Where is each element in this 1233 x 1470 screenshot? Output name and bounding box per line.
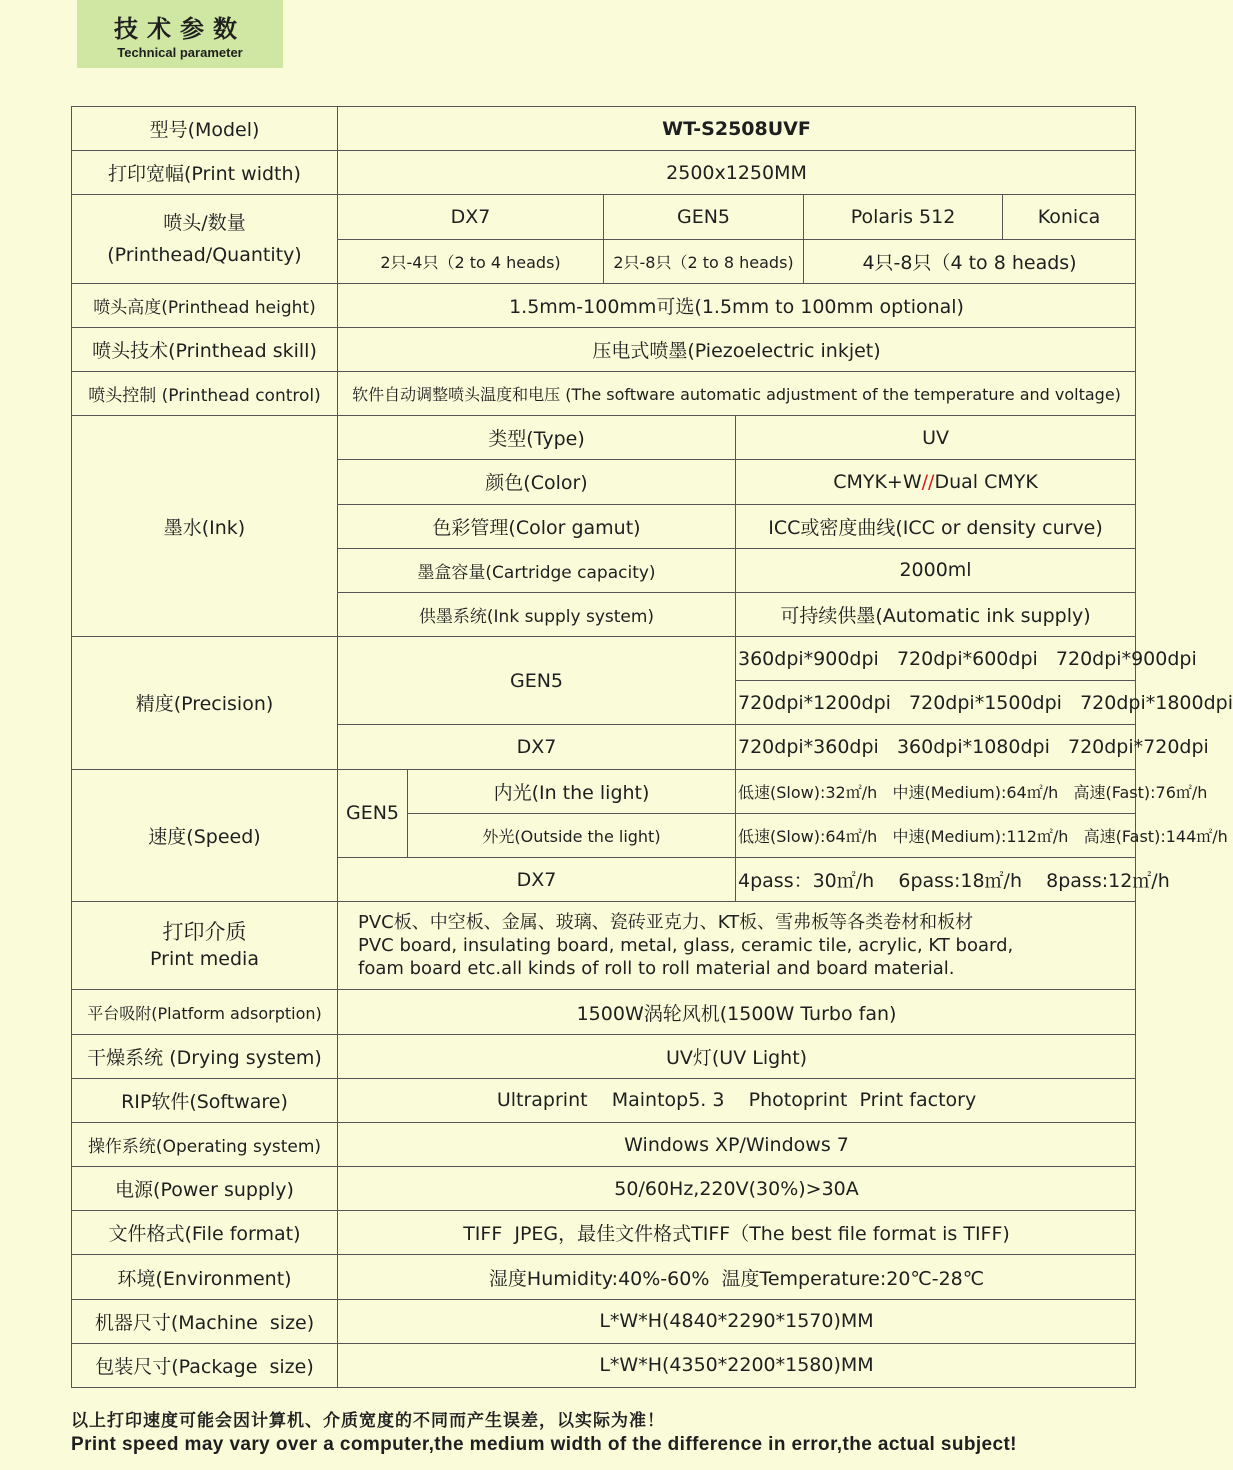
section-badge bbox=[77, 0, 283, 68]
ink-supply-value: 可持续供墨(Automatic ink supply) bbox=[736, 592, 1136, 636]
ink-color-value bbox=[736, 460, 1136, 504]
section-title-en: Technical parameter bbox=[117, 45, 243, 60]
environment-label: 环境(Environment) bbox=[72, 1255, 338, 1299]
platform-value: 1500W涡轮风机(1500W Turbo fan) bbox=[338, 990, 1136, 1034]
speed-outer-value: 低速(Slow):64㎡/h 中速(Medium):112㎡/h 高速(Fast):144㎡/h bbox=[736, 813, 1136, 857]
media-line3: foam board etc.all kinds of roll to roll material and board material. bbox=[358, 958, 955, 980]
media-line1: PVC板、中空板、金属、玻璃、瓷砖亚克力、KT板、雪弗板等各类卷材和板材 bbox=[358, 912, 974, 934]
precision-label: 精度(Precision) bbox=[72, 637, 338, 770]
row-printhead-types bbox=[72, 195, 1136, 239]
printhead-quantity: 2只-8只（2 to 8 heads) bbox=[604, 239, 804, 283]
print-width-label: 打印宽幅(Print width) bbox=[72, 151, 338, 195]
precision-gen5-label: GEN5 bbox=[338, 637, 736, 725]
row-printhead-control bbox=[72, 372, 1136, 416]
os-label: 操作系统(Operating system) bbox=[72, 1122, 338, 1166]
ink-supply-label: 供墨系统(Ink supply system) bbox=[338, 592, 736, 636]
machine-size-label: 机器尺寸(Machine size) bbox=[72, 1299, 338, 1343]
media-value bbox=[338, 902, 1136, 990]
row-model bbox=[72, 107, 1136, 151]
package-size-value: L*W*H(4350*2200*1580)MM bbox=[338, 1343, 1136, 1387]
package-size-label: 包装尺寸(Package size) bbox=[72, 1343, 338, 1387]
printhead-label bbox=[72, 195, 338, 283]
speed-outer-label: 外光(Outside the light) bbox=[408, 813, 736, 857]
spec-table bbox=[71, 106, 1233, 1388]
ink-type-label: 类型(Type) bbox=[338, 416, 736, 460]
precision-dx7-line: 720dpi*360dpi 360dpi*1080dpi 720dpi*720dpi bbox=[736, 725, 1136, 769]
row-ink-type bbox=[72, 416, 1136, 460]
ink-cartridge-value: 2000ml bbox=[736, 548, 1136, 592]
precision-dx7-label: DX7 bbox=[338, 725, 736, 769]
row-printhead-skill bbox=[72, 327, 1136, 371]
ink-color-label: 颜色(Color) bbox=[338, 460, 736, 504]
media-line2: PVC board, insulating board, metal, glass, ceramic tile, acrylic, KT board, bbox=[358, 935, 1014, 957]
printhead-control-value: 软件自动调整喷头温度和电压 (The software automatic adjustment of the temperature and voltage) bbox=[338, 372, 1136, 416]
rip-label: RIP软件(Software) bbox=[72, 1078, 338, 1122]
printhead-label-en: (Printhead/Quantity) bbox=[107, 244, 302, 267]
os-value: Windows XP/Windows 7 bbox=[338, 1122, 1136, 1166]
printhead-type: DX7 bbox=[338, 195, 604, 239]
printhead-type: GEN5 bbox=[604, 195, 804, 239]
ink-label: 墨水(Ink) bbox=[72, 416, 338, 637]
speed-inner-label: 内光(In the light) bbox=[408, 769, 736, 813]
printhead-height-value: 1.5mm-100mm可选(1.5mm to 100mm optional) bbox=[338, 283, 1136, 327]
row-rip bbox=[72, 1078, 1136, 1122]
row-file-format bbox=[72, 1211, 1136, 1255]
ink-cartridge-label: 墨盒容量(Cartridge capacity) bbox=[338, 548, 736, 592]
printhead-skill-label: 喷头技术(Printhead skill) bbox=[72, 327, 338, 371]
printhead-skill-value: 压电式喷墨(Piezoelectric inkjet) bbox=[338, 327, 1136, 371]
row-platform bbox=[72, 990, 1136, 1034]
ink-color-b: Dual CMYK bbox=[934, 470, 1038, 493]
footer-note bbox=[71, 1406, 1017, 1456]
file-format-value: TIFF JPEG，最佳文件格式TIFF（The best file format is TIFF) bbox=[338, 1211, 1136, 1255]
speed-dx7-value: 4pass：30㎡/h 6pass:18㎡/h 8pass:12㎡/h bbox=[736, 857, 1136, 901]
row-printhead-height bbox=[72, 283, 1136, 327]
drying-value: UV灯(UV Light) bbox=[338, 1034, 1136, 1078]
row-print-width bbox=[72, 151, 1136, 195]
model-value: WT-S2508UVF bbox=[338, 107, 1136, 151]
speed-inner-value: 低速(Slow):32㎡/h 中速(Medium):64㎡/h 高速(Fast):76㎡/h bbox=[736, 769, 1136, 813]
file-format-label: 文件格式(File format) bbox=[72, 1211, 338, 1255]
speed-dx7-label: DX7 bbox=[338, 857, 736, 901]
row-environment bbox=[72, 1255, 1136, 1299]
ink-gamut-label: 色彩管理(Color gamut) bbox=[338, 504, 736, 548]
precision-gen5-line1: 360dpi*900dpi 720dpi*600dpi 720dpi*900dpi bbox=[736, 637, 1136, 681]
row-machine-size bbox=[72, 1299, 1136, 1343]
environment-value: 湿度Humidity:40%-60% 温度Temperature:20℃-28℃ bbox=[338, 1255, 1136, 1299]
power-value: 50/60Hz,220V(30%)>30A bbox=[338, 1167, 1136, 1211]
model-label: 型号(Model) bbox=[72, 107, 338, 151]
printhead-quantity: 4只-8只（4 to 8 heads) bbox=[804, 239, 1136, 283]
media-label bbox=[72, 902, 338, 990]
row-package-size bbox=[72, 1343, 1136, 1387]
rip-value: Ultraprint Maintop5. 3 Photoprint Print factory bbox=[338, 1078, 1136, 1122]
platform-label: 平台吸附(Platform adsorption) bbox=[72, 990, 338, 1034]
footer-note-cn: 以上打印速度可能会因计算机、介质宽度的不同而产生误差，以实际为准！ bbox=[71, 1411, 665, 1431]
printhead-type: Konica bbox=[1003, 195, 1136, 239]
print-width-value: 2500x1250MM bbox=[338, 151, 1136, 195]
speed-gen5-label: GEN5 bbox=[338, 769, 408, 857]
footer-note-en: Print speed may vary over a computer,the medium width of the difference in error,the actual subject! bbox=[71, 1434, 1017, 1455]
printhead-quantity: 2只-4只（2 to 4 heads) bbox=[338, 239, 604, 283]
printhead-control-label: 喷头控制 (Printhead control) bbox=[72, 372, 338, 416]
speed-label: 速度(Speed) bbox=[72, 769, 338, 902]
drying-label: 干燥系统 (Drying system) bbox=[72, 1034, 338, 1078]
ink-color-separator: // bbox=[921, 470, 935, 493]
row-drying bbox=[72, 1034, 1136, 1078]
printhead-label-cn: 喷头/数量 bbox=[163, 212, 246, 235]
media-label-cn: 打印介质 bbox=[162, 920, 247, 945]
row-precision-gen5-a bbox=[72, 637, 1136, 681]
row-power bbox=[72, 1167, 1136, 1211]
row-os bbox=[72, 1122, 1136, 1166]
ink-gamut-value: ICC或密度曲线(ICC or density curve) bbox=[736, 504, 1136, 548]
section-title-cn: 技术参数 bbox=[114, 15, 246, 43]
row-media bbox=[72, 902, 1136, 990]
row-speed-inner bbox=[72, 769, 1136, 813]
printhead-height-label: 喷头高度(Printhead height) bbox=[72, 283, 338, 327]
printhead-type: Polaris 512 bbox=[804, 195, 1003, 239]
ink-type-value: UV bbox=[736, 416, 1136, 460]
precision-gen5-line2: 720dpi*1200dpi 720dpi*1500dpi 720dpi*1800dpi bbox=[736, 681, 1136, 725]
ink-color-a: CMYK+W bbox=[833, 470, 922, 493]
media-label-en: Print media bbox=[150, 948, 259, 971]
machine-size-value: L*W*H(4840*2290*1570)MM bbox=[338, 1299, 1136, 1343]
power-label: 电源(Power supply) bbox=[72, 1167, 338, 1211]
